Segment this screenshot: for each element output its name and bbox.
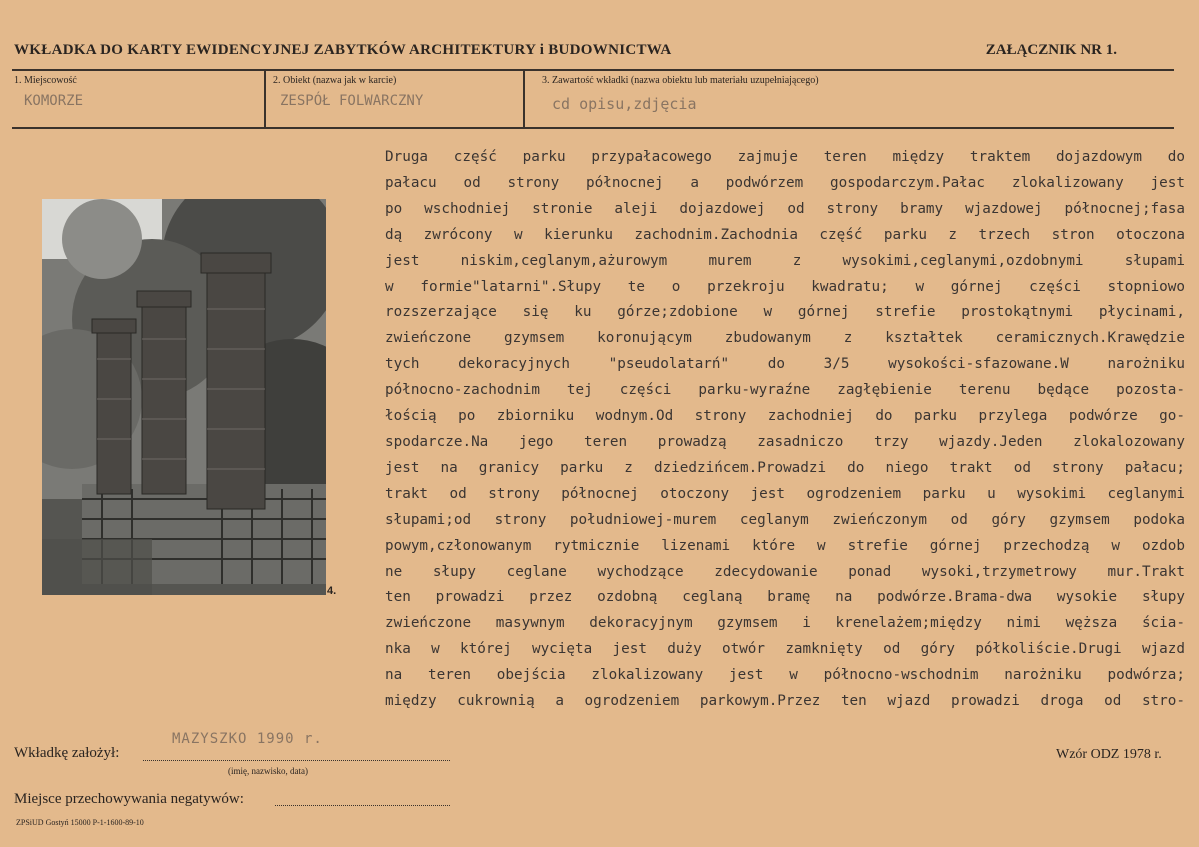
field-3-value: cd opisu,zdjęcia — [552, 95, 697, 113]
field-1-value: KOMORZE — [24, 93, 84, 109]
author-line — [143, 760, 450, 761]
fields-rule — [12, 127, 1174, 129]
author-label: Wkładkę założył: — [14, 745, 120, 761]
description-line: jest na granicy parku z dziedzińcem.Prowadzi do niego trakt od strony pałacu; — [385, 459, 1185, 476]
description-line: między cukrownią a ogrodzeniem parkowym.Przez ten wjazd prowadzi droga od stro- — [385, 693, 1185, 710]
negatives-label: Miejsce przechowywania negatywów: — [14, 791, 244, 807]
photo-number: 4. — [327, 585, 337, 597]
field-2-value: ZESPÓŁ FOLWARCZNY — [280, 93, 424, 109]
description-line: na teren obejścia zlokalizowany jest w północno-wschodnim narożniku podwórza; — [385, 667, 1185, 684]
description-line: łością po zbiorniku wodnym.Od strony zachodniej do parku przylega podwórze go- — [385, 408, 1185, 425]
description-line: po wschodniej stronie aleji dojazdowej od strony bramy wjazdowej północnej;fasa — [385, 200, 1185, 217]
field-divider-1 — [264, 70, 266, 127]
description-line: zwieńczone masywnym dekoracyjnym gzymsem i krenelażem;między nimi węższa ścia- — [385, 615, 1185, 632]
description-line: tych dekoracyjnych "pseudolatarń" do 3/5 wysokości-sfazowane.W narożniku — [385, 356, 1185, 373]
field-1-label: 1. Miejscowość — [14, 75, 77, 86]
field-2-label: 2. Obiekt (nazwa jak w karcie) — [273, 75, 397, 86]
description-line: powym,członowanym rytmicznie lizenami które w strefie górnej przechodzą w ozdob — [385, 537, 1185, 554]
description-line: pałacu od strony północnej a podwórzem gospodarczym.Pałac zlokalizowany jest — [385, 174, 1185, 191]
description-line: w formie"latarni".Słupy te o przekroju kwadratu; w górnej części stopniowo — [385, 278, 1185, 295]
description-line: spodarcze.Na jego teren prowadzą zasadniczo trzy wjazdy.Jeden zlokalozowany — [385, 433, 1185, 450]
description-text — [385, 145, 1185, 715]
author-hint: (imię, nazwisko, data) — [228, 766, 308, 776]
card-title: WKŁADKA DO KARTY EWIDENCYJNEJ ZABYTKÓW ARCHITEKTURY i BUDOWNICTWA — [14, 42, 672, 58]
brick-pillars-image — [42, 199, 326, 595]
description-line: dą zwrócony w kierunku zachodnim.Zachodnia część parku z trzech stron otoczona — [385, 226, 1185, 243]
field-divider-2 — [523, 70, 525, 127]
header-rule — [12, 69, 1174, 71]
description-line: ne słupy ceglane wychodzące zdecydowanie ponad wysoki,trzymetrowy mur.Trakt — [385, 563, 1185, 580]
description-line: jest niskim,ceglanym,ażurowym murem z wysokimi,ceglanymi,ozdobnymi słupami — [385, 252, 1185, 269]
author-value: MAZYSZKO 1990 r. — [172, 731, 323, 747]
field-3-label: 3. Zawartość wkładki (nazwa obiektu lub materiału uzupełniającego) — [542, 75, 819, 86]
description-line: Druga część parku przypałacowego zajmuje teren między traktem dojazdowym do — [385, 149, 1185, 165]
description-line: trakt od strony północnej otoczony jest ogrodzeniem parku u wysokimi ceglanymi — [385, 485, 1185, 502]
negatives-line — [275, 805, 450, 806]
description-line: nka w której wycięta jest duży otwór zamknięty od góry półkoliście.Drugi wjazd — [385, 641, 1185, 658]
description-line: zwieńczone gzymsem koronującym zbudowanym z kształtek ceramicznych.Krawędzie — [385, 330, 1185, 347]
description-line: rozszerzające się ku górze;zdobione w górnej strefie prostokątnymi płycinami, — [385, 304, 1185, 321]
description-line: słupami;od strony południowej-murem ceglanym zwieńczonym od góry gzymsem podoka — [385, 511, 1185, 528]
printer-imprint: ZPSiUD Gostyń 15000 P-1-1600-89-10 — [16, 818, 144, 827]
park-wall-photo — [42, 199, 326, 595]
description-line: północno-zachodnim tej części parku-wyraźne zagłębienie terenu będące pozosta- — [385, 382, 1185, 399]
form-model: Wzór ODZ 1978 r. — [1056, 747, 1162, 762]
description-line: ten prowadzi przez ozdobną ceglaną bramę na podwórze.Brama-dwa wysokie słupy — [385, 589, 1185, 606]
annex-number: ZAŁĄCZNIK NR 1. — [985, 42, 1117, 58]
